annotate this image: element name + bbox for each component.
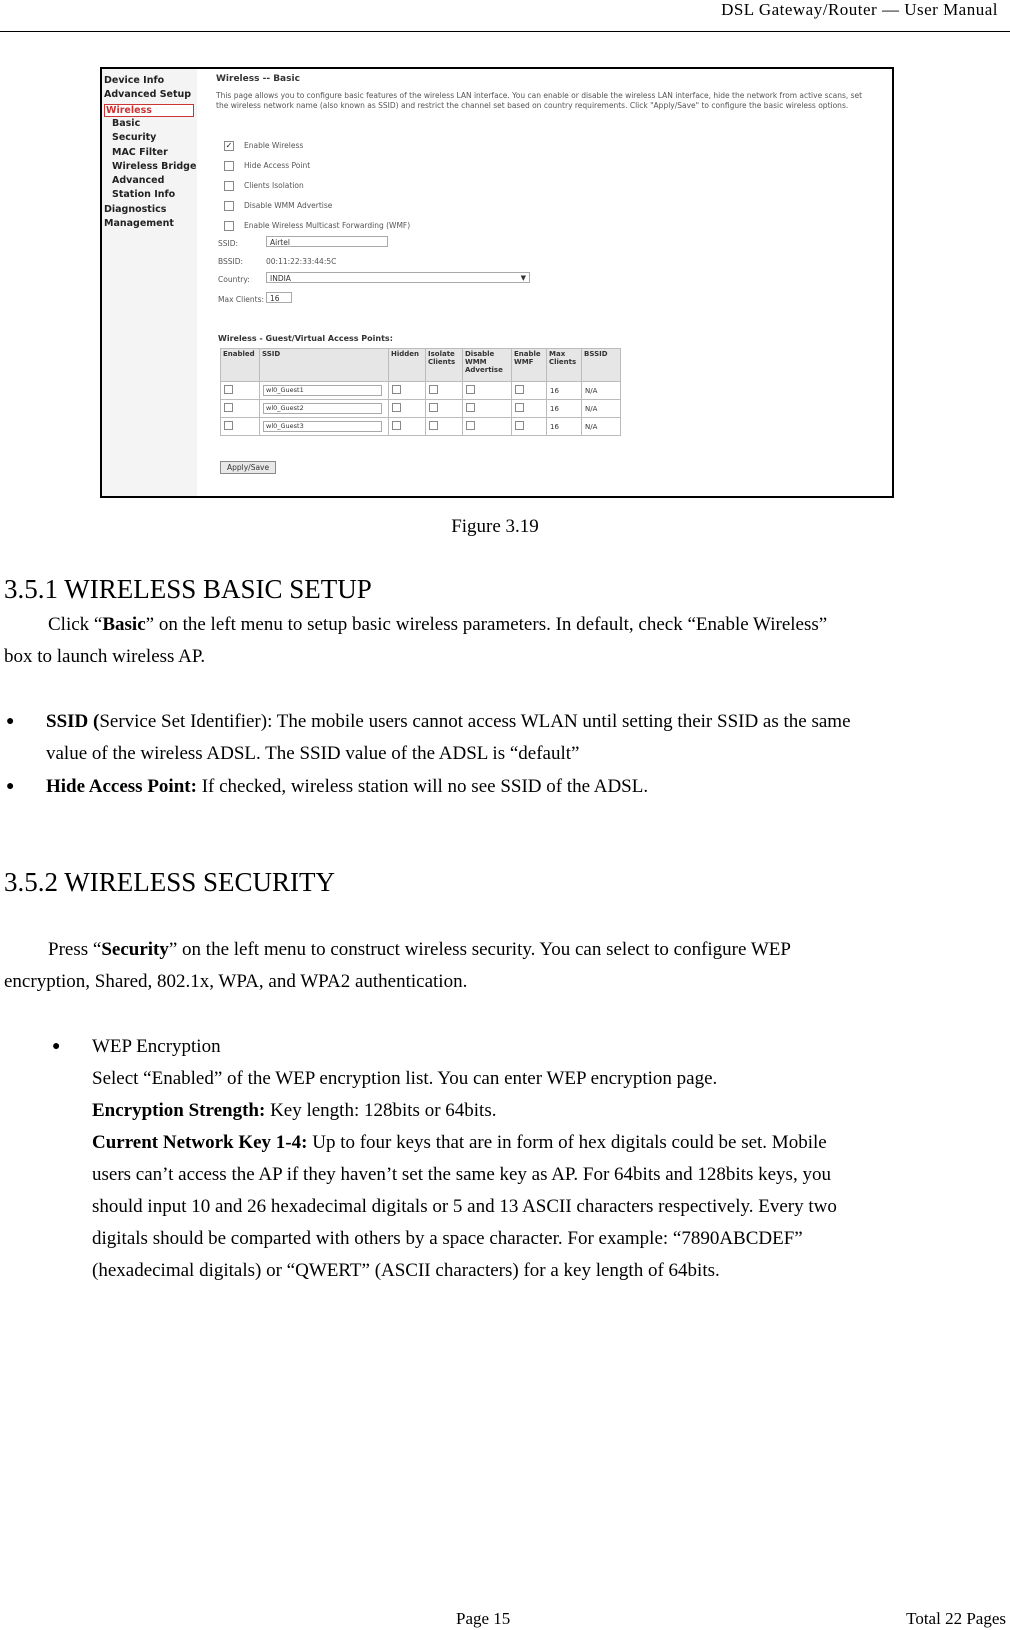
- country-label: Country:: [218, 275, 250, 284]
- ssid-bullet-text: Service Set Identifier): The mobile users cannot access WLAN until setting their SSID as the same: [99, 711, 851, 732]
- apply-save-button[interactable]: Apply/Save: [220, 461, 276, 474]
- figure-caption: Figure 3.19: [451, 516, 539, 537]
- header-rule: [0, 31, 1010, 32]
- hidden-cell: [389, 418, 426, 436]
- row-checkbox[interactable]: [466, 421, 475, 430]
- row-checkbox[interactable]: [515, 403, 524, 412]
- guest-ap-title: Wireless - Guest/Virtual Access Points:: [218, 334, 393, 343]
- ssid-cell: [260, 418, 389, 436]
- checkbox-label: Clients Isolation: [244, 181, 304, 190]
- sec1-p1-a: Click “: [48, 614, 103, 635]
- isolate-cell: [426, 418, 463, 436]
- bullet-icon: ●: [52, 1039, 61, 1054]
- checkbox-2[interactable]: [224, 161, 234, 171]
- ssid-label: SSID:: [218, 239, 239, 248]
- bullet-icon: ●: [6, 779, 15, 794]
- sec2-p1-a: Press “: [48, 939, 102, 960]
- enabled-cell: [221, 418, 260, 436]
- max-clients-label: Max Clients:: [218, 295, 265, 304]
- guest-ssid-input[interactable]: wl0_Guest3: [263, 421, 382, 432]
- sec2-p1-c: ” on the left menu to construct wireless security. You can select to configure WEP: [168, 939, 791, 960]
- bssid-cell: [582, 418, 621, 436]
- guest-ap-table-header: [221, 349, 621, 382]
- max-clients-input[interactable]: 16: [266, 292, 292, 303]
- basic-term: Basic: [102, 614, 146, 635]
- hide-ap-bullet: [46, 771, 648, 803]
- column-header: Isolate Clients: [426, 349, 463, 382]
- section-heading-wireless-security: 3.5.2 WIRELESS SECURITY: [4, 867, 336, 897]
- max-clients-cell: [547, 382, 582, 400]
- table-row: [221, 418, 621, 436]
- checkbox-label: Hide Access Point: [244, 161, 311, 170]
- nav-item-wireless-bridge[interactable]: Wireless Bridge: [112, 160, 197, 172]
- row-checkbox[interactable]: [392, 385, 401, 394]
- max-clients-value: 16: [550, 422, 559, 431]
- nav-item-diagnostics[interactable]: Diagnostics: [104, 203, 167, 215]
- column-header: Disable WMM Advertise: [463, 349, 512, 382]
- nav-item-management[interactable]: Management: [104, 218, 174, 229]
- hidden-cell: [389, 382, 426, 400]
- wep-line3: [92, 1127, 827, 1159]
- row-checkbox[interactable]: [429, 385, 438, 394]
- table-row: [221, 400, 621, 418]
- ssid-cell: [260, 382, 389, 400]
- checkbox-label: Disable WMM Advertise: [244, 201, 333, 210]
- hide-ap-text: If checked, wireless station will no see SSID of the ADSL.: [196, 776, 649, 797]
- checkbox-5[interactable]: [224, 221, 234, 231]
- nav-item-security[interactable]: Security: [112, 132, 157, 144]
- country-select-value: INDIA: [270, 274, 291, 283]
- section-heading-wireless-basic: 3.5.1 WIRELESS BASIC SETUP: [4, 574, 372, 604]
- bssid-value: N/A: [585, 422, 598, 431]
- bssid-cell: [582, 382, 621, 400]
- row-checkbox[interactable]: [429, 421, 438, 430]
- router-screenshot-figure: [100, 67, 894, 498]
- isolate-cell: [426, 382, 463, 400]
- row-checkbox[interactable]: [392, 403, 401, 412]
- wep-line2: [92, 1095, 496, 1127]
- max-clients-cell: [547, 418, 582, 436]
- checkbox-3[interactable]: [224, 181, 234, 191]
- wep-line5: should input 10 and 26 hexadecimal digitals or 5 and 13 ASCII characters respectively. Every two: [92, 1196, 837, 1217]
- sec2-paragraph-line2: encryption, Shared, 802.1x, WPA, and WPA2 authentication.: [4, 971, 468, 992]
- checkbox-label: Enable Wireless: [244, 141, 304, 150]
- disable-wmm-cell: [463, 400, 512, 418]
- wep-line4: users can’t access the AP if they haven’t set the same key as AP. For 64bits and 128bits keys, you: [92, 1164, 831, 1185]
- total-pages: Total 22 Pages: [906, 1609, 1006, 1628]
- table-row: [221, 382, 621, 400]
- checkbox-1[interactable]: ✓: [225, 141, 233, 150]
- disable-wmm-cell: [463, 418, 512, 436]
- network-key-text: Up to four keys that are in form of hex digitals could be set. Mobile: [307, 1132, 827, 1153]
- enabled-cell: [221, 400, 260, 418]
- guest-ssid-input[interactable]: wl0_Guest2: [263, 403, 382, 414]
- bullet-icon: ●: [6, 714, 15, 729]
- security-term: Security: [101, 939, 169, 960]
- max-clients-value: 16: [550, 404, 559, 413]
- column-header: BSSID: [582, 349, 621, 382]
- sec1-paragraph-line1: [48, 609, 827, 641]
- nav-item-device-info[interactable]: Device Info: [104, 75, 165, 86]
- ssid-term: SSID (: [46, 711, 100, 732]
- ssid-bullet-line1: [46, 706, 851, 738]
- nav-item-advanced[interactable]: Advanced: [112, 175, 165, 187]
- ssid-input[interactable]: Airtel: [266, 236, 388, 247]
- row-checkbox[interactable]: [466, 385, 475, 394]
- guest-ssid-input[interactable]: wl0_Guest1: [263, 385, 382, 396]
- wep-line6: digitals should be comparted with others by a space character. For example: “7890ABCDEF”: [92, 1228, 803, 1249]
- checkbox-label: Enable Wireless Multicast Forwarding (WMF): [244, 221, 411, 230]
- row-checkbox[interactable]: [392, 421, 401, 430]
- row-checkbox[interactable]: [515, 421, 524, 430]
- bssid-value: N/A: [585, 386, 598, 395]
- isolate-cell: [426, 400, 463, 418]
- hide-ap-term: Hide Access Point:: [46, 776, 197, 797]
- row-checkbox[interactable]: [224, 403, 233, 412]
- column-header: SSID: [260, 349, 389, 382]
- checkbox-4[interactable]: [224, 201, 234, 211]
- bssid-value: 00:11:22:33:44:5C: [266, 257, 337, 266]
- enabled-cell: [221, 382, 260, 400]
- network-key-term: Current Network Key 1-4:: [92, 1132, 308, 1153]
- nav-item-station-info[interactable]: Station Info: [112, 189, 176, 201]
- router-page-description: This page allows you to configure basic features of the wireless LAN interface. You can enable or disable the wireless LAN interface, hide the network from active scans, set the wireless network name (also known as SSID) and restrict the channel set based on country requirements. Click "Apply/Save" to configure the basic wireless options.: [216, 91, 863, 110]
- column-header: Max Clients: [547, 349, 582, 382]
- disable-wmm-cell: [463, 382, 512, 400]
- row-checkbox[interactable]: [224, 421, 233, 430]
- nav-item-mac-filter[interactable]: MAC Filter: [112, 146, 168, 158]
- row-checkbox[interactable]: [224, 385, 233, 394]
- sec1-paragraph-line2: box to launch wireless AP.: [4, 646, 206, 667]
- column-header: Enable WMF: [512, 349, 547, 382]
- guest-ap-table: [220, 348, 621, 436]
- nav-item-advanced-setup[interactable]: Advanced Setup: [104, 89, 192, 101]
- enable-wmf-cell: [512, 400, 547, 418]
- bssid-value: N/A: [585, 404, 598, 413]
- row-checkbox[interactable]: [515, 385, 524, 394]
- sec2-paragraph-line1: [48, 934, 791, 966]
- country-select[interactable]: [266, 272, 530, 283]
- sec1-p1-c: ” on the left menu to setup basic wireless parameters. In default, check “Enable Wireless”: [145, 614, 828, 635]
- column-header: Enabled: [221, 349, 260, 382]
- enable-wmf-cell: [512, 418, 547, 436]
- bssid-label: BSSID:: [218, 257, 244, 266]
- hidden-cell: [389, 400, 426, 418]
- ssid-cell: [260, 400, 389, 418]
- ssid-bullet-line2: value of the wireless ADSL. The SSID value of the ADSL is “default”: [46, 743, 580, 764]
- wep-line1: Select “Enabled” of the WEP encryption list. You can enter WEP encryption page.: [92, 1068, 718, 1089]
- wep-line7: (hexadecimal digitals) or “QWERT” (ASCII characters) for a key length of 64bits.: [92, 1260, 720, 1281]
- wep-title: WEP Encryption: [92, 1036, 221, 1057]
- router-page-title: Wireless -- Basic: [216, 74, 300, 84]
- nav-item-basic[interactable]: Basic: [112, 117, 141, 129]
- router-main-panel: [200, 69, 890, 496]
- max-clients-cell: [547, 400, 582, 418]
- column-header: Hidden: [389, 349, 426, 382]
- encryption-strength-text: Key length: 128bits or 64bits.: [265, 1100, 497, 1121]
- page-number: Page 15: [456, 1609, 511, 1628]
- chevron-down-icon: ▼: [520, 274, 526, 282]
- nav-item-wireless[interactable]: Wireless: [104, 104, 194, 117]
- row-checkbox[interactable]: [429, 403, 438, 412]
- router-nav-menu: [102, 69, 197, 496]
- row-checkbox[interactable]: [466, 403, 475, 412]
- bssid-cell: [582, 400, 621, 418]
- encryption-strength-term: Encryption Strength:: [92, 1100, 266, 1121]
- max-clients-value: 16: [550, 386, 559, 395]
- page-header: DSL Gateway/Router — User Manual: [721, 0, 998, 19]
- enable-wmf-cell: [512, 382, 547, 400]
